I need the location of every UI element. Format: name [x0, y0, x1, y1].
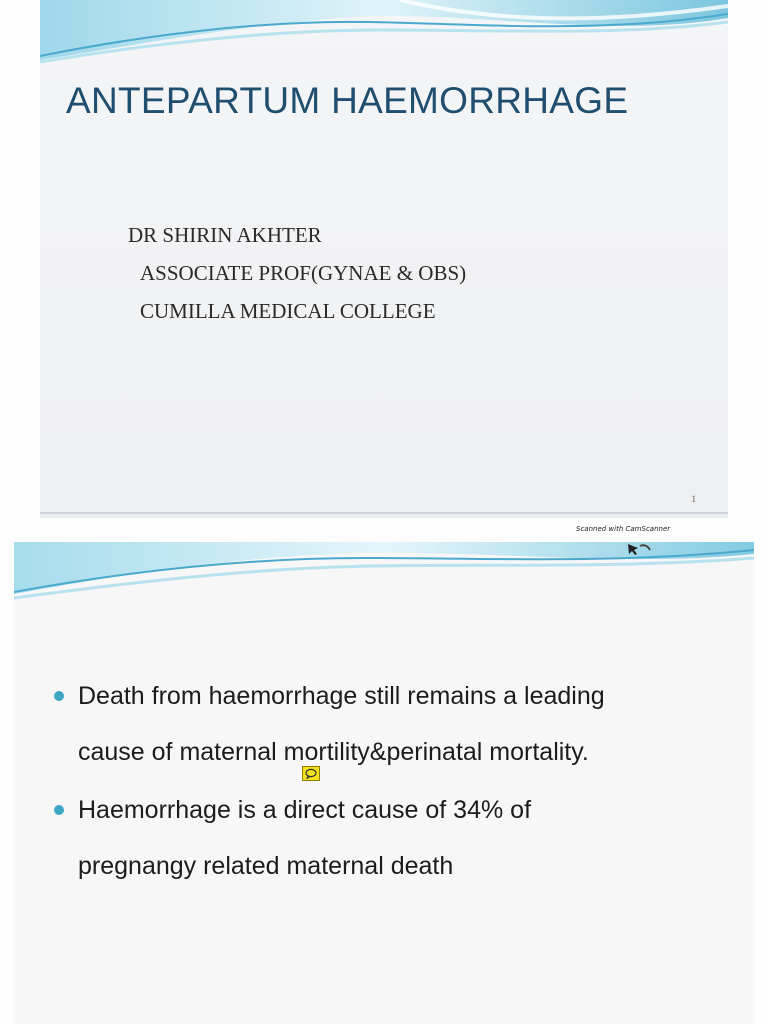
- scanner-watermark: Scanned with CamScanner: [576, 525, 671, 533]
- header-wave-decoration: [40, 0, 728, 70]
- speech-bubble-icon: [305, 768, 317, 779]
- bullet-list: [54, 668, 734, 896]
- comment-icon[interactable]: [302, 766, 320, 781]
- bullet-line: Death from haemorrhage still remains a leading: [78, 682, 605, 710]
- author-position: ASSOCIATE PROF(GYNAE & OBS): [140, 261, 467, 285]
- author-name: DR SHIRIN AKHTER: [128, 223, 322, 247]
- slide-bottom-rule: [40, 512, 728, 514]
- bullet-line: Haemorrhage is a direct cause of 34% of: [78, 796, 532, 824]
- slide-title: ANTEPARTUM HAEMORRHAGE: [66, 80, 629, 121]
- slide-number: 1: [691, 494, 696, 504]
- bullet-line: pregnangy related maternal death: [78, 852, 454, 880]
- bullet-item: [54, 668, 734, 780]
- mouse-cursor-icon: [624, 542, 654, 556]
- bullet-line: cause of maternal mortility&perinatal mortality.: [78, 738, 589, 766]
- content-slide: [14, 542, 754, 1024]
- bullet-dot-icon: [54, 691, 64, 701]
- author-institution: CUMILLA MEDICAL COLLEGE: [140, 299, 436, 323]
- bullet-dot-icon: [54, 805, 64, 815]
- title-slide: [40, 0, 728, 518]
- author-block: [128, 216, 466, 330]
- bullet-item: [54, 782, 734, 894]
